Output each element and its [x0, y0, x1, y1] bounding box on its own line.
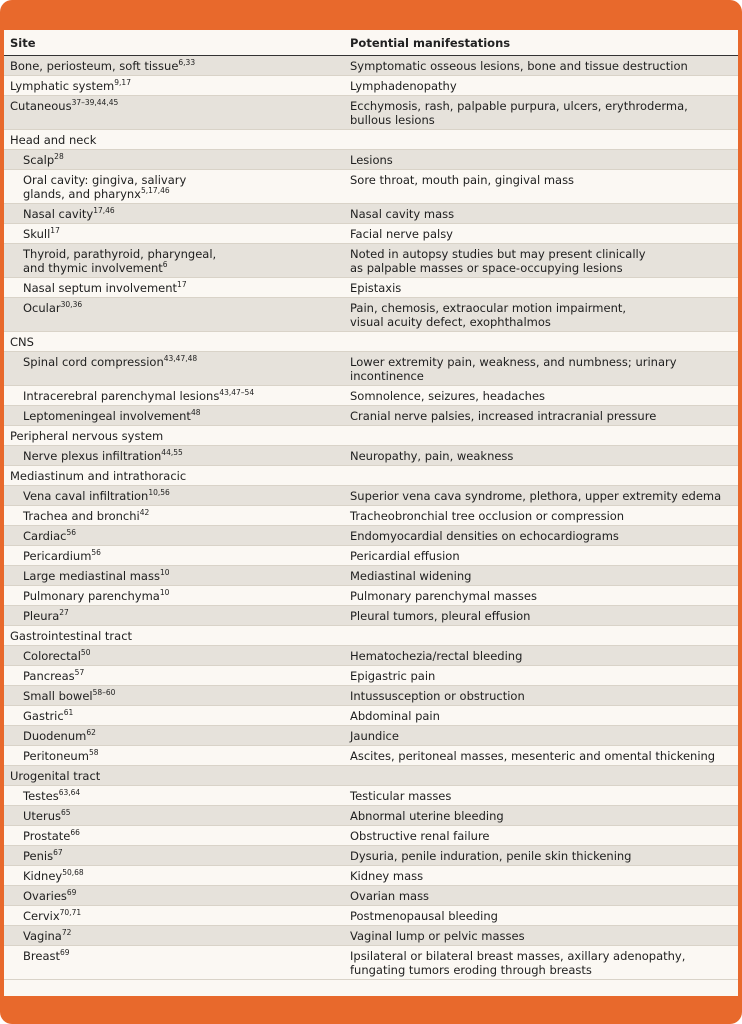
reference-superscript: 17 — [177, 280, 187, 290]
manifestation-cell: Superior vena cava syndrome, plethora, upper extremity edema — [344, 486, 738, 506]
site-cell — [4, 726, 344, 746]
table-row — [4, 332, 738, 352]
site-cell — [4, 426, 344, 446]
site-cell — [4, 906, 344, 926]
site-label: Skull — [23, 227, 51, 241]
reference-superscript: 50 — [80, 648, 91, 658]
table-row — [4, 806, 738, 826]
manifestations-column-header: Potential manifestations — [344, 30, 738, 56]
table-row — [4, 150, 738, 170]
site-cell — [4, 646, 344, 666]
site-cell — [4, 566, 344, 586]
manifestation-cell: Hematochezia/rectal bleeding — [344, 646, 738, 666]
manifestation-cell: Abnormal uterine bleeding — [344, 806, 738, 826]
table-row — [4, 866, 738, 886]
manifestation-cell — [344, 766, 738, 786]
manifestation-cell: Tracheobronchial tree occlusion or compression — [344, 506, 738, 526]
manifestation-cell: Sore throat, mouth pain, gingival mass — [344, 170, 738, 204]
site-cell — [4, 244, 344, 278]
table-row — [4, 626, 738, 646]
manifestation-cell — [344, 426, 738, 446]
table-row — [4, 426, 738, 446]
site-cell — [4, 278, 344, 298]
site-label: Prostate — [23, 829, 71, 843]
reference-superscript: 50,68 — [62, 868, 84, 878]
site-label: Nasal cavity — [23, 207, 94, 221]
reference-superscript: 63,64 — [58, 788, 81, 798]
table-row — [4, 352, 738, 386]
table-row — [4, 204, 738, 224]
reference-superscript: 48 — [190, 408, 201, 418]
site-cell — [4, 626, 344, 646]
table-row — [4, 846, 738, 866]
site-cell — [4, 170, 344, 204]
site-label: Head and neck — [10, 133, 97, 147]
reference-superscript: 30,36 — [60, 300, 83, 310]
site-label: Cutaneous — [10, 99, 72, 113]
table-row — [4, 244, 738, 278]
manifestation-cell: Noted in autopsy studies but may present clinically as palpable masses or space-occupying lesions — [344, 244, 738, 278]
table-row — [4, 666, 738, 686]
table-row — [4, 278, 738, 298]
site-cell — [4, 606, 344, 626]
site-column-header: Site — [4, 30, 344, 56]
reference-superscript: 28 — [54, 152, 64, 162]
site-cell — [4, 150, 344, 170]
site-label: Intracerebral parenchymal lesions — [23, 389, 220, 403]
site-label: Gastrointestinal tract — [10, 629, 133, 643]
manifestation-cell: Testicular masses — [344, 786, 738, 806]
reference-superscript: 62 — [86, 728, 96, 738]
reference-superscript: 70,71 — [59, 908, 82, 918]
site-cell — [4, 130, 344, 150]
site-label: Urogenital tract — [10, 769, 101, 783]
site-label: Nerve plexus infiltration — [23, 449, 162, 463]
manifestation-cell: Kidney mass — [344, 866, 738, 886]
site-cell — [4, 386, 344, 406]
site-label: Pancreas — [23, 669, 75, 683]
manifestation-cell: Mediastinal widening — [344, 566, 738, 586]
manifestation-cell: Vaginal lump or pelvic masses — [344, 926, 738, 946]
reference-superscript: 9,17 — [114, 78, 131, 88]
manifestation-cell: Jaundice — [344, 726, 738, 746]
site-label: Colorectal — [23, 649, 81, 663]
table-row — [4, 466, 738, 486]
site-cell — [4, 446, 344, 466]
site-label: Trachea and bronchi — [23, 509, 140, 523]
site-label: Mediastinum and intrathoracic — [10, 469, 187, 483]
site-label: Testes — [23, 789, 59, 803]
reference-superscript: 10 — [159, 568, 170, 578]
reference-superscript: 10,56 — [148, 488, 170, 498]
table-row — [4, 130, 738, 150]
table-row — [4, 386, 738, 406]
manifestation-cell: Ovarian mass — [344, 886, 738, 906]
reference-superscript: 66 — [70, 828, 80, 838]
site-label: Spinal cord compression — [23, 355, 164, 369]
manifestation-cell: Symptomatic osseous lesions, bone and tissue destruction — [344, 56, 738, 76]
manifestation-cell: Pericardial effusion — [344, 546, 738, 566]
site-cell — [4, 76, 344, 96]
table-row — [4, 886, 738, 906]
site-cell — [4, 466, 344, 486]
manifestation-cell: Intussusception or obstruction — [344, 686, 738, 706]
manifestation-cell — [344, 332, 738, 352]
table-body — [4, 56, 738, 980]
manifestation-cell: Pleural tumors, pleural effusion — [344, 606, 738, 626]
table-row — [4, 298, 738, 332]
manifestation-cell: Lower extremity pain, weakness, and numbness; urinary incontinence — [344, 352, 738, 386]
site-label: Pulmonary parenchyma — [23, 589, 160, 603]
reference-superscript: 72 — [61, 928, 72, 938]
table-row — [4, 76, 738, 96]
site-label: Uterus — [23, 809, 62, 823]
site-cell — [4, 706, 344, 726]
site-label: Ocular — [23, 301, 61, 315]
manifestation-cell: Obstructive renal failure — [344, 826, 738, 846]
site-label: Thyroid, parathyroid, pharyngeal, and thymic involvement — [23, 247, 217, 275]
site-cell — [4, 666, 344, 686]
site-cell — [4, 786, 344, 806]
manifestation-cell: Dysuria, penile induration, penile skin thickening — [344, 846, 738, 866]
site-label: Cardiac — [23, 529, 67, 543]
table-row — [4, 526, 738, 546]
table-row — [4, 56, 738, 76]
site-label: Pericardium — [23, 549, 92, 563]
site-cell — [4, 352, 344, 386]
manifestation-cell — [344, 130, 738, 150]
manifestation-cell: Facial nerve palsy — [344, 224, 738, 244]
reference-superscript: 37–39,44,45 — [71, 98, 119, 108]
site-label: Ovaries — [23, 889, 67, 903]
site-label: Breast — [23, 949, 60, 963]
table-row — [4, 826, 738, 846]
manifestation-cell: Pain, chemosis, extraocular motion impairment, visual acuity defect, exophthalmos — [344, 298, 738, 332]
table-row — [4, 506, 738, 526]
table-row — [4, 566, 738, 586]
table-row — [4, 726, 738, 746]
manifestation-cell — [344, 626, 738, 646]
site-cell — [4, 946, 344, 980]
site-cell — [4, 224, 344, 244]
manifestation-cell: Ecchymosis, rash, palpable purpura, ulcers, erythroderma, bullous lesions — [344, 96, 738, 130]
site-label: Peritoneum — [23, 749, 89, 763]
table-row — [4, 906, 738, 926]
table-row — [4, 586, 738, 606]
manifestation-cell: Lymphadenopathy — [344, 76, 738, 96]
site-cell — [4, 204, 344, 224]
table-row — [4, 606, 738, 626]
table-row — [4, 646, 738, 666]
site-cell — [4, 886, 344, 906]
reference-superscript: 17,46 — [93, 206, 115, 216]
site-label: Vena caval infiltration — [23, 489, 149, 503]
site-label: CNS — [10, 335, 34, 349]
table-row — [4, 706, 738, 726]
reference-superscript: 17 — [50, 226, 60, 236]
manifestations-table — [4, 30, 738, 980]
site-cell — [4, 486, 344, 506]
table-row — [4, 406, 738, 426]
manifestation-cell: Pulmonary parenchymal masses — [344, 586, 738, 606]
site-label: Leptomeningeal involvement — [23, 409, 191, 423]
site-cell — [4, 806, 344, 826]
manifestation-cell: Cranial nerve palsies, increased intracranial pressure — [344, 406, 738, 426]
site-cell — [4, 298, 344, 332]
reference-superscript: 56 — [91, 548, 101, 558]
site-cell — [4, 866, 344, 886]
site-label: Vagina — [23, 929, 62, 943]
site-cell — [4, 686, 344, 706]
table-row — [4, 546, 738, 566]
manifestation-cell: Neuropathy, pain, weakness — [344, 446, 738, 466]
site-cell — [4, 506, 344, 526]
reference-superscript: 43,47–54 — [219, 388, 255, 398]
table-row — [4, 224, 738, 244]
manifestation-cell: Ipsilateral or bilateral breast masses, axillary adenopathy, fungating tumors eroding through breasts — [344, 946, 738, 980]
manifestation-cell: Somnolence, seizures, headaches — [344, 386, 738, 406]
table-row — [4, 766, 738, 786]
site-label: Penis — [23, 849, 54, 863]
table-row — [4, 486, 738, 506]
reference-superscript: 61 — [63, 708, 74, 718]
reference-superscript: 69 — [60, 948, 70, 958]
site-label: Peripheral nervous system — [10, 429, 164, 443]
manifestation-cell: Lesions — [344, 150, 738, 170]
site-cell — [4, 926, 344, 946]
reference-superscript: 43,47,48 — [163, 354, 198, 364]
reference-superscript: 6 — [162, 260, 168, 270]
table-row — [4, 446, 738, 466]
reference-superscript: 69 — [66, 888, 77, 898]
table-row — [4, 96, 738, 130]
site-label: Duodenum — [23, 729, 87, 743]
site-label: Pleura — [23, 609, 60, 623]
table-row — [4, 946, 738, 980]
reference-superscript: 6,33 — [178, 58, 196, 68]
site-cell — [4, 406, 344, 426]
manifestation-cell: Nasal cavity mass — [344, 204, 738, 224]
site-label: Large mediastinal mass — [23, 569, 160, 583]
reference-superscript: 5,17,46 — [141, 186, 170, 196]
reference-superscript: 58 — [88, 748, 99, 758]
table-row — [4, 686, 738, 706]
reference-superscript: 56 — [66, 528, 77, 538]
reference-superscript: 10 — [159, 588, 170, 598]
site-cell — [4, 766, 344, 786]
reference-superscript: 44,55 — [161, 448, 183, 458]
manifestation-cell: Epigastric pain — [344, 666, 738, 686]
table-row — [4, 786, 738, 806]
site-label: Small bowel — [23, 689, 93, 703]
site-label: Oral cavity: gingiva, salivary glands, and pharynx — [23, 173, 187, 201]
site-label: Cervix — [23, 909, 60, 923]
site-label: Bone, periosteum, soft tissue — [10, 59, 179, 73]
table-row — [4, 926, 738, 946]
reference-superscript: 27 — [59, 608, 69, 618]
manifestation-cell: Ascites, peritoneal masses, mesenteric and omental thickening — [344, 746, 738, 766]
site-label: Nasal septum involvement — [23, 281, 178, 295]
site-cell — [4, 96, 344, 130]
table-row — [4, 170, 738, 204]
table-header-row — [4, 30, 738, 56]
site-label: Lymphatic system — [10, 79, 115, 93]
reference-superscript: 67 — [53, 848, 63, 858]
site-cell — [4, 746, 344, 766]
site-cell — [4, 56, 344, 76]
manifestation-cell: Postmenopausal bleeding — [344, 906, 738, 926]
reference-superscript: 65 — [61, 808, 71, 818]
site-cell — [4, 826, 344, 846]
manifestation-cell: Abdominal pain — [344, 706, 738, 726]
table-row — [4, 746, 738, 766]
reference-superscript: 57 — [74, 668, 85, 678]
manifestation-cell — [344, 466, 738, 486]
site-cell — [4, 586, 344, 606]
site-label: Scalp — [23, 153, 55, 167]
manifestation-cell: Endomyocardial densities on echocardiograms — [344, 526, 738, 546]
site-cell — [4, 332, 344, 352]
manifestation-cell: Epistaxis — [344, 278, 738, 298]
site-label: Gastric — [23, 709, 64, 723]
reference-superscript: 42 — [139, 508, 150, 518]
site-cell — [4, 846, 344, 866]
site-cell — [4, 526, 344, 546]
table-container — [4, 30, 738, 996]
site-cell — [4, 546, 344, 566]
reference-superscript: 58–60 — [92, 688, 116, 698]
site-label: Kidney — [23, 869, 63, 883]
